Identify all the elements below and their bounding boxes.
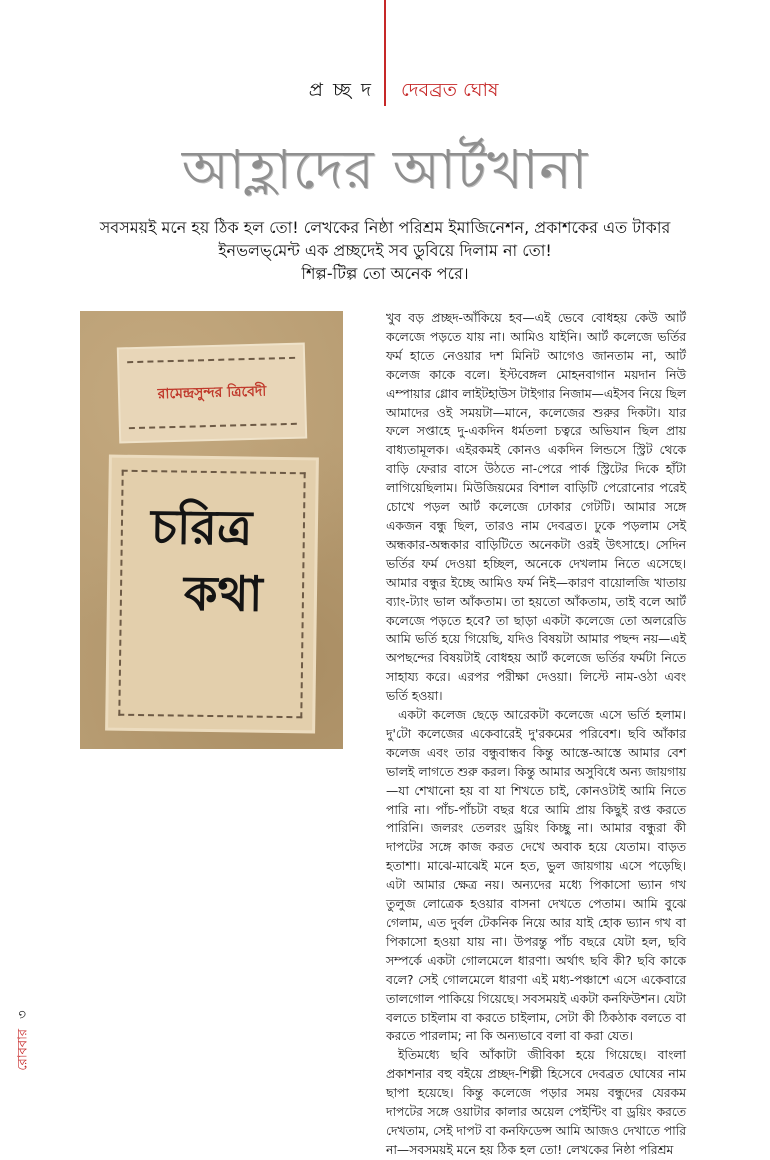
cover-title-line1: চরিত্র — [150, 499, 253, 557]
stitch-line — [129, 423, 297, 429]
section-label: প্র চ্ছ দ — [308, 79, 373, 101]
article-title: আহ্লাদের আর্টখানা — [181, 138, 589, 201]
standfirst — [90, 216, 680, 285]
page-folio — [14, 990, 34, 1090]
author-name: দেবব্রত ঘোষ — [400, 79, 499, 101]
section-header — [0, 76, 770, 108]
stitch-line — [127, 357, 295, 363]
standfirst-line: শিল্প-টিল্প তো অনেক পরে। — [301, 264, 469, 283]
body-paragraph: খুব বড় প্রচ্ছদ-আঁকিয়ে হব—এই ভেবে বোধহয় কেউ আর্ট কলেজে পড়তে যায় না। আমিও যাইনি। আর্ট কলেজে ভর্তির ফর্ম হাতে নেওয়ার দশ মিনিট আগেও জানতাম না, আর্ট কলেজ কাকে বলে। ইস্টবেঙ্গল মোহনবাগান ময়দান নিউ এম্পায়ার গ্লোব লাইটহাউস টাইগার নিজাম—এইসব নিয়ে ছিল আমাদের ওই সময়টা—মানে, কলেজের শুরুর দিকটা। যার ফলে সপ্তাহে দু-একদিন ধর্মতলা চত্বরে অভিযান ছিল প্রায় বাধ্যতামূলক। এইরকমই কোনও একদিন লিন্ডসে স্ট্রিট থেকে বাড়ি ফেরার বাসে উঠতে না-পেরে পার্ক স্ট্রিটের দিকে হাঁটা লাগিয়েছিলাম। মিউজিয়মের বিশাল বাড়িটি পেরোনোর পরেই চোখে পড়ল আর্ট কলেজে ঢোকার গেটটি। আমার সঙ্গে একজন বন্ধু ছিল, তারও নাম দেবব্রত। ঢুকে পড়লাম সেই অন্ধকার-অন্ধকার বাড়িটিতে অনেকটা ওরই উৎসাহে। সেদিন ভর্তির ফর্ম দেওয়া হচ্ছিল, অনেকে দেখলাম নিতে এসেছে। আমার বন্ধুর ইচ্ছে আমিও ফর্ম নিই—কারণ বায়োলজি খাতায় ব্যাং-ট্যাং ভাল আঁকতাম। তা হয়তো আঁকতাম, তাই বলে আর্ট কলেজে পড়তে হবে? তা ছাড়া একটা কলেজে তো অলরেডি আমি ভর্তি হয়ে গিয়েছি, যদিও বিষয়টা আমার পছন্দ নয়—এই অপছন্দের বিষয়টাই বোধহয় আর্ট কলেজে ভর্তির ফর্মটা নিতে সাহায্য করে। এরপর পরীক্ষা দেওয়া। লিস্টে নাম-ওঠা এবং ভর্তি হওয়া। — [386, 311, 686, 704]
cover-title-paper — [108, 458, 316, 731]
book-cover-image — [80, 311, 343, 749]
cover-author-text: রামেন্দ্রসুন্দর ত্রিবেদী — [157, 383, 267, 403]
body-paragraph: ইতিমধ্যে ছবি আঁকাটা জীবিকা হয়ে গিয়েছে। বাংলা প্রকাশনার বহু বইয়ে প্রচ্ছদ-শিল্পী হিসেবে দেবব্রত ঘোষের নাম ছাপা হয়েছে। কিন্তু কলেজে পড়ার সময় বন্ধুদের যেরকম দাপটের সঙ্গে ওয়াটার কালার অয়েল পেইন্টিং বা ড্রয়িং করতে দেখতাম, সেই দাপট বা কনফিডেন্স আমি আজও দেখাতে পারি না—সবসময়ই মনে হয় ঠিক হল তো! লেখকের নিষ্ঠা পরিশ্রম — [386, 1048, 686, 1157]
body-paragraph: একটা কলেজ ছেড়ে আরেকটা কলেজে এসে ভর্তি হলাম। দু'টো কলেজের একেবারেই দু'রকমের পরিবেশ। ছবি আঁকার কলেজ এবং তার বন্ধুবান্ধব কিন্তু আস্তে-আস্তে আমার বেশ ভালই লাগতে শুরু করল। কিন্তু আমার অসুবিধে অন্য জায়গায়—যা শেখানো হয় বা যা শিখতে চাই, কোনওটাই আমি নিতে পারি না। পাঁচ-পাঁচটা বছর ধরে আমি প্রায় কিছুই রপ্ত করতে পারিনি। জলরং তেলরং ড্রয়িং কিচ্ছু না। আমার বন্ধুরা কী দাপটের সঙ্গে কাজ করত দেখে অবাক হয়ে যেতাম। বাড়ত হতাশা। মাঝে-মাঝেই মনে হত, ভুল জায়গায় এসে পড়েছি। এটা আমার ক্ষেত্র নয়। অন্যদের মধ্যে পিকাসো ভ্যান গখ তুলুজ লোত্রেক হওয়ার বাসনা দেখতে পেতাম। আমি বুঝে গেলাম, এত দুর্বল টেকনিক নিয়ে আর যাই হোক ভ্যান গখ বা পিকাসো হওয়া যায় না। উপরন্তু পাঁচ বছরে যেটা হল, ছবি সম্পর্কে একটা গোলমেলে ধারণা। অর্থাৎ ছবি কী? ছবি কাকে বলে? সেই গোলমেলে ধারণা এই মধ্য-পঞ্চাশে এসে একেবারে তালগোল পাকিয়ে গিয়েছে। সবসময়ই একটা কনফিউশন। যেটা বলতে চাইলাম বা করতে চাইলাম, সেটা কী ঠিকঠাক বলতে বা করতে পারলাম; না কি অন্যভাবে বলা বা করা যেত। — [386, 708, 686, 1044]
page-number: ৩ — [15, 1009, 31, 1019]
standfirst-line: সবসময়ই মনে হয় ঠিক হল তো! লেখকের নিষ্ঠা পরিশ্রম ইমাজিনেশন, প্রকাশকের এত টাকার — [99, 218, 671, 237]
cover-title — [150, 494, 282, 628]
cover-author-label-paper — [119, 345, 305, 442]
magazine-name: রোববার — [15, 1028, 31, 1071]
cover-title-line2: কথা — [183, 565, 263, 623]
article-body — [386, 309, 686, 1160]
standfirst-line: ইনভলভ্‌মেন্ট এক প্রচ্ছদেই সব ডুবিয়ে দিলাম না তো! — [218, 241, 552, 260]
